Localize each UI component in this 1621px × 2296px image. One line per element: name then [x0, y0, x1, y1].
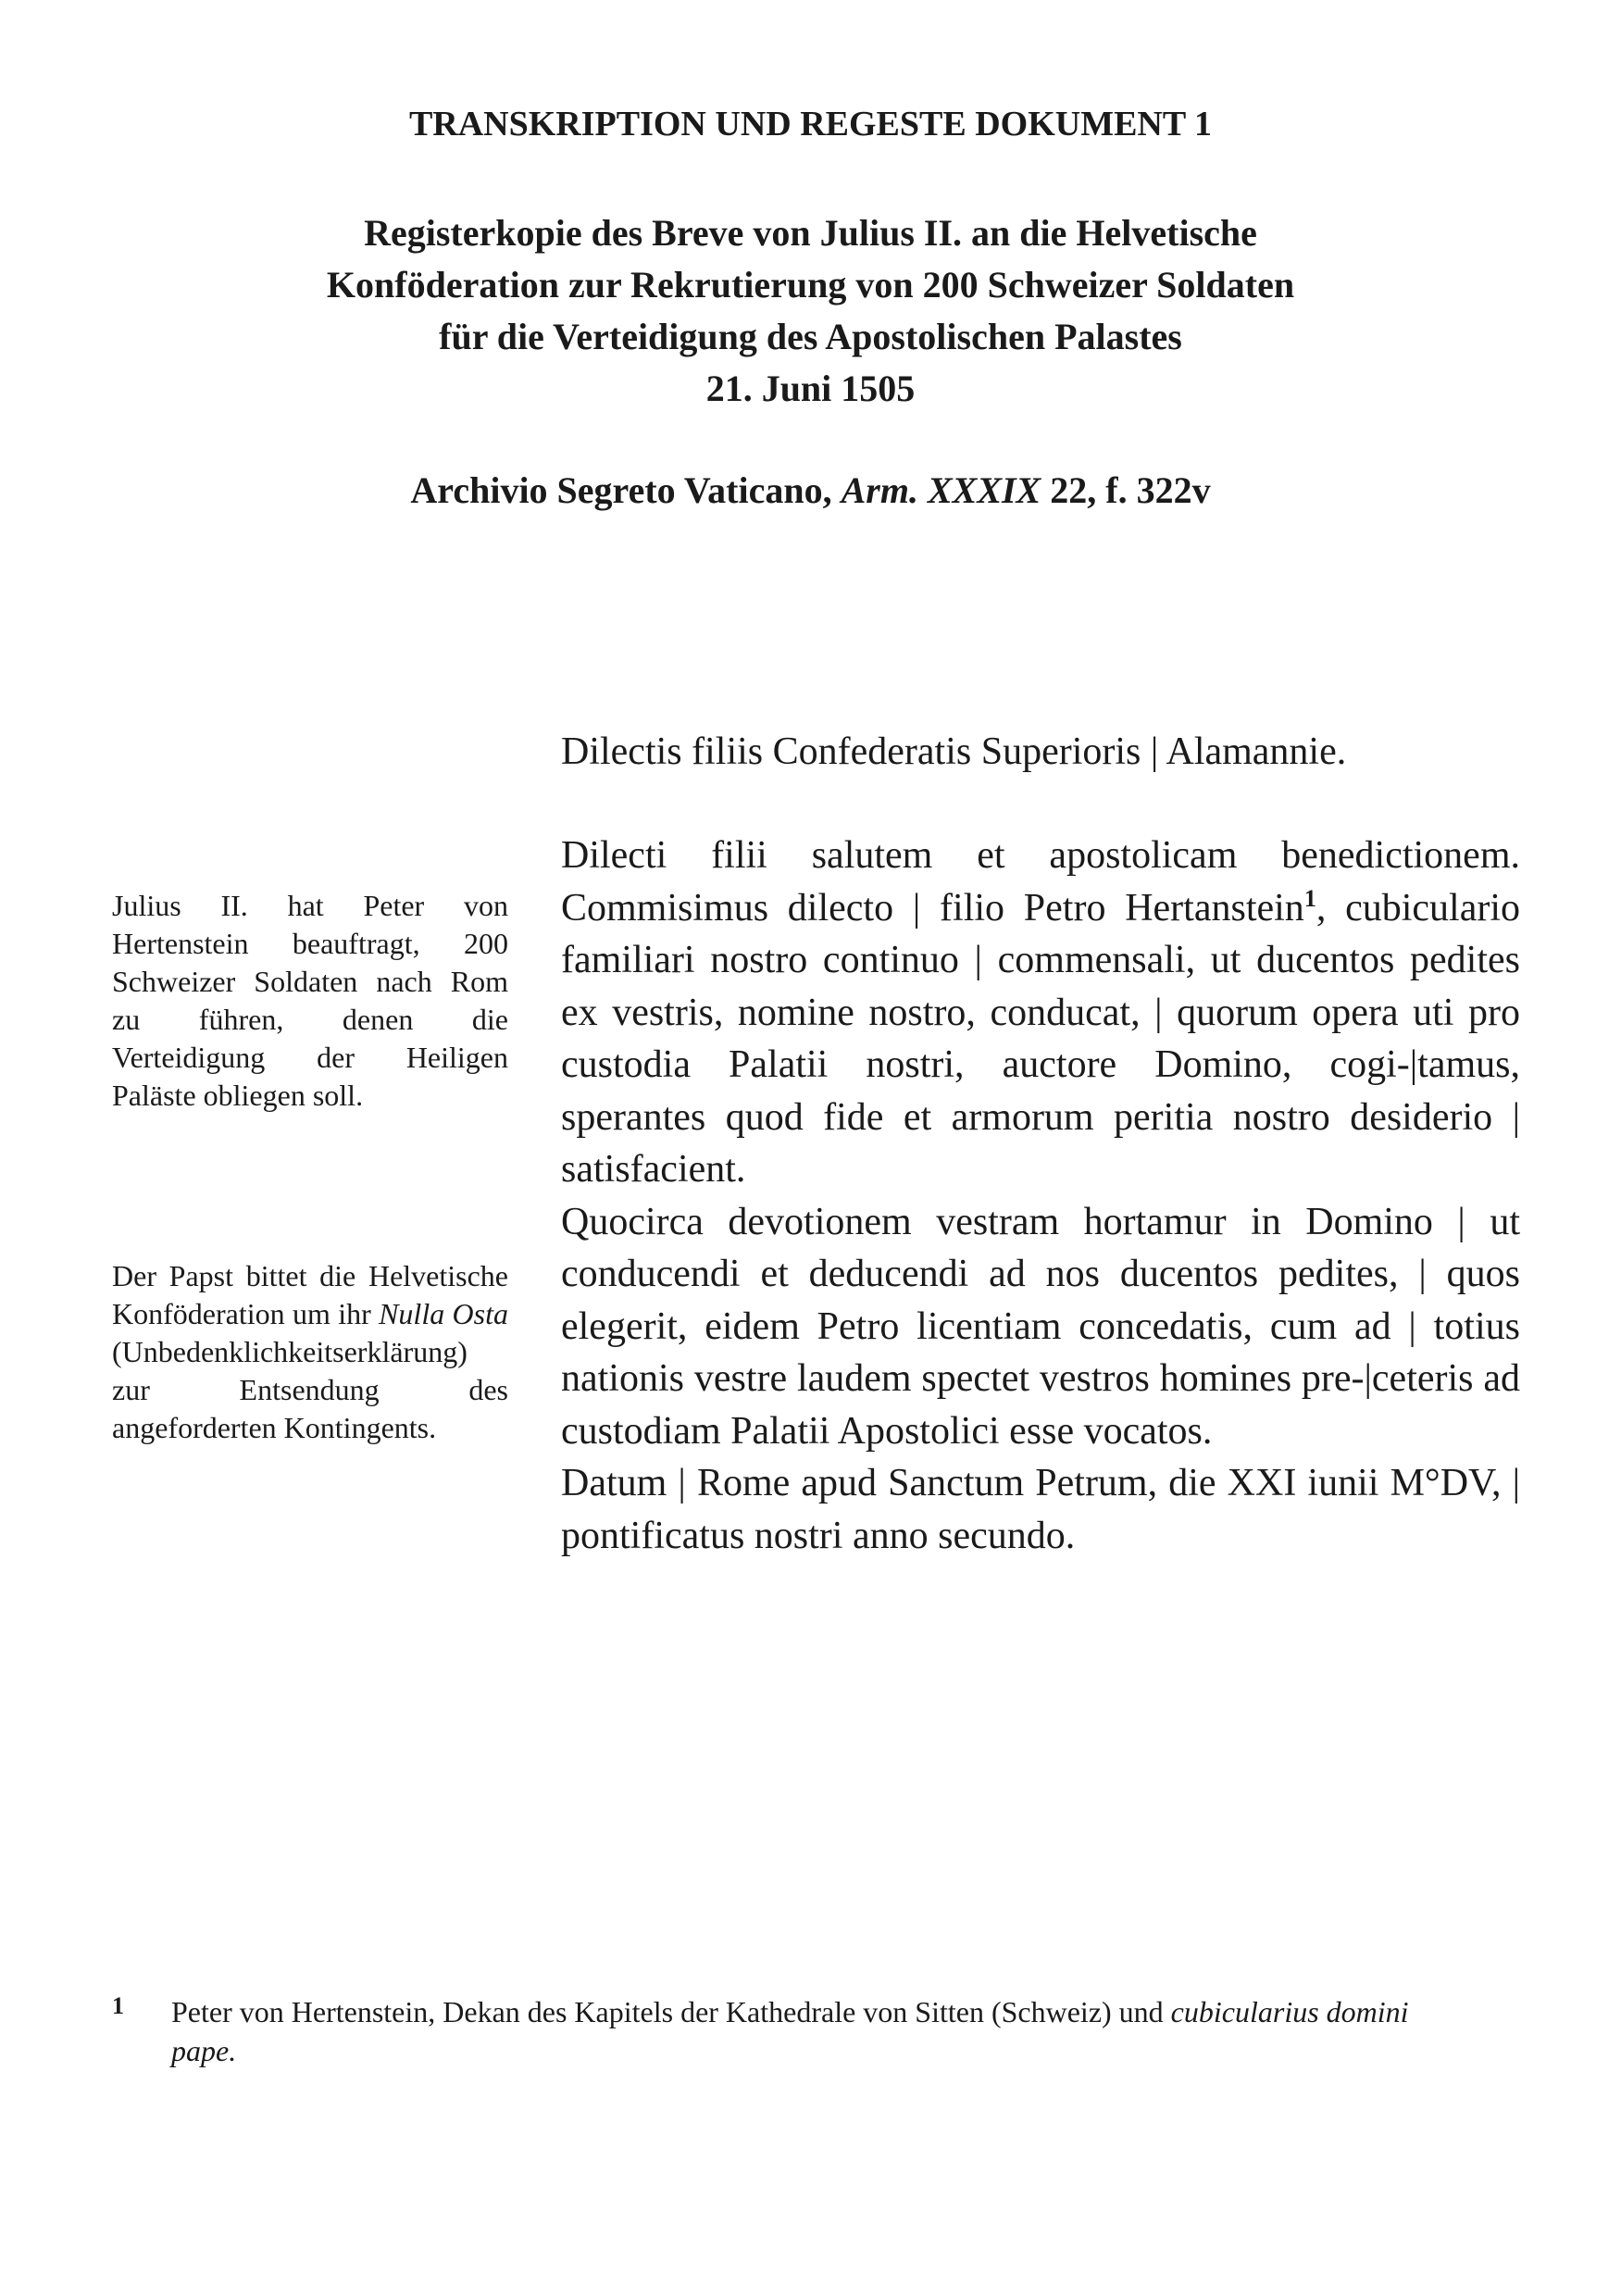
- regest-item-2: [112, 1257, 508, 1447]
- transcription-address: Dilectis filiis Confederatis Superioris | Alamannie.: [561, 730, 1347, 773]
- archive-name: Archivio Segreto Vaticano,: [410, 469, 842, 511]
- footnote-text-plain: Peter von Hertenstein, Dekan des Kapitels der Kathedrale von Sitten (Schweiz) und: [171, 1995, 1171, 2028]
- regest-item-2-italic: Nulla Osta: [379, 1297, 508, 1330]
- title-line-1: Registerkopie des Breve von Julius II. an die Helvetische: [364, 212, 1257, 254]
- document-title: [139, 207, 1482, 415]
- paragraph-1-part-a: Dilecti filii salutem et apostolicam benedictionem. Commisimus dilecto | filio Petro Hertanstein: [561, 834, 1520, 930]
- footnote-mark: 1: [112, 1992, 124, 2019]
- regest-item-1: Julius II. hat Peter von Hertenstein beauftragt, 200 Schweizer Soldaten nach Rom zu führen, denen die Verteidigung der Heiligen Paläste obliegen soll.: [112, 889, 508, 1112]
- archive-reference: [139, 465, 1482, 517]
- title-date: 21. Juni 1505: [705, 368, 916, 409]
- paragraph-1-part-b: , cubiculario familiari nostro continuo | commensali, ut ducentos pedites ex vestris, nomine nostro, conducat, | quorum opera uti pro custodia Palatii nostri, auctore Domino, cogi-|tamus, sperantes quod fide et armorum peritia nostro desiderio | satisfacient.: [561, 886, 1520, 1191]
- archive-shelfmark: Arm. XXXIX: [841, 469, 1041, 511]
- transcription-paragraph-3: Datum | Rome apud Sanctum Petrum, die XXI iunii M°DV, | pontificatus nostri anno secundo.: [561, 1462, 1520, 1557]
- footnote-text-italic: cubicularius domini pape.: [171, 1995, 1409, 2067]
- transcription-body: [561, 830, 1520, 1562]
- title-line-3: für die Verteidigung des Apostolischen Palastes: [439, 316, 1182, 357]
- transcription-paragraph-1: [561, 830, 1520, 1196]
- title-line-2: Konföderation zur Rekrutierung von 200 Schweizer Soldaten: [326, 264, 1295, 306]
- archive-folio: 22, f. 322v: [1041, 469, 1211, 511]
- transcription-paragraph-2: Quocirca devotionem vestram hortamur in Domino | ut conducendi et deducendi ad nos ducentos pedites, | quos elegerit, eidem Petro licentiam concedatis, cum ad | totius nationis vestre laudem spectet vestros homines pre-|ceteris ad custodiam Palatii Apostolici esse vocatos.: [561, 1200, 1520, 1453]
- footnote-text: [171, 1992, 1427, 2070]
- footnote: [112, 1992, 1427, 2070]
- footnote-reference: 1: [1303, 884, 1316, 912]
- document-heading: TRANSKRIPTION UND REGESTE DOKUMENT 1: [408, 105, 1213, 144]
- regest-item-2-part-b: (Unbedenklichkeitserklärung) zur Entsendung des angeforderten Kontingents.: [112, 1335, 508, 1444]
- regest-item-2-part-a: Der Papst bittet die Helvetische Konföderation um ihr: [112, 1259, 508, 1330]
